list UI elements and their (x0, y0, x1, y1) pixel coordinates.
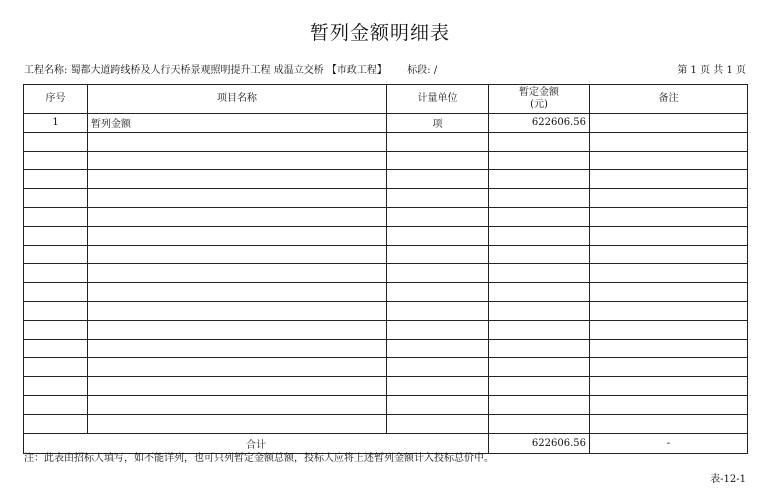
page-title: 暂列金额明细表 (309, 22, 450, 44)
cell-amount (489, 414, 590, 433)
cell-no (24, 189, 88, 208)
cell-name (88, 170, 387, 189)
page-info: 第 1 页 共 1 页 (677, 65, 746, 76)
cell-name (88, 226, 387, 245)
cell-amount (489, 189, 590, 208)
cell-name (88, 377, 387, 396)
cell-amount (489, 226, 590, 245)
header-unit: 计量单位 (387, 85, 489, 114)
cell-amount (489, 320, 590, 339)
project-info (24, 61, 746, 76)
cell-name (88, 283, 387, 302)
section-value: / (433, 65, 438, 76)
table-row (24, 207, 748, 226)
cell-unit (387, 226, 489, 245)
cell-unit (387, 207, 489, 226)
cell-remark (590, 283, 748, 302)
cell-unit (387, 339, 489, 358)
cell-amount: 622606.56 (489, 114, 590, 133)
cell-remark (590, 264, 748, 283)
cell-name (88, 207, 387, 226)
table-row (24, 170, 748, 189)
total-label: 合计 (24, 433, 489, 453)
table-row (24, 301, 748, 320)
cell-no (24, 377, 88, 396)
total-remark: - (590, 433, 748, 453)
table-row (24, 283, 748, 302)
table-row (24, 264, 748, 283)
cell-name (88, 264, 387, 283)
cell-unit (387, 151, 489, 170)
cell-no: 1 (24, 114, 88, 133)
cell-no (24, 264, 88, 283)
footnote: 注：此表由招标人填写，如不能详列，也可只列暂定金额总额，投标人应将上述暂列金额计入投标总价中。 (24, 453, 494, 464)
cell-name (88, 320, 387, 339)
cell-no (24, 283, 88, 302)
header-amount (489, 85, 590, 114)
cell-remark (590, 189, 748, 208)
cell-amount (489, 339, 590, 358)
header-amount-line1: 暂定金额 (519, 87, 559, 98)
cell-unit (387, 395, 489, 414)
cell-amount (489, 207, 590, 226)
cell-remark (590, 207, 748, 226)
cell-remark (590, 320, 748, 339)
form-code: 表-12-1 (710, 474, 746, 485)
cell-amount (489, 395, 590, 414)
cell-amount (489, 301, 590, 320)
cell-remark (590, 226, 748, 245)
cell-remark (590, 245, 748, 264)
cell-unit: 项 (387, 114, 489, 133)
cell-no (24, 132, 88, 151)
cell-remark (590, 339, 748, 358)
header-amount-line2: (元) (530, 99, 548, 110)
table-row (24, 414, 748, 433)
table-row (24, 132, 748, 151)
cell-amount (489, 151, 590, 170)
section-label: 标段: (407, 65, 431, 76)
cell-name (88, 189, 387, 208)
table-row (24, 151, 748, 170)
cell-unit (387, 283, 489, 302)
cell-remark (590, 114, 748, 133)
header-name: 项目名称 (88, 85, 387, 114)
cell-remark (590, 132, 748, 151)
cell-no (24, 414, 88, 433)
cell-name (88, 414, 387, 433)
total-amount: 622606.56 (489, 433, 590, 453)
table-row (24, 339, 748, 358)
cell-name (88, 151, 387, 170)
table-row (24, 320, 748, 339)
cell-no (24, 226, 88, 245)
table-row (24, 377, 748, 396)
table-row (24, 395, 748, 414)
header-no: 序号 (24, 85, 88, 114)
cell-unit (387, 189, 489, 208)
cell-name (88, 339, 387, 358)
cell-remark (590, 151, 748, 170)
cell-amount (489, 132, 590, 151)
cell-no (24, 339, 88, 358)
table-row (24, 358, 748, 377)
cell-no (24, 151, 88, 170)
cell-amount (489, 170, 590, 189)
cell-amount (489, 358, 590, 377)
table-row (24, 226, 748, 245)
table-row (24, 114, 748, 133)
cell-amount (489, 283, 590, 302)
cell-remark (590, 395, 748, 414)
cell-name: 暂列金额 (88, 114, 387, 133)
cell-name (88, 301, 387, 320)
project-label: 工程名称: (24, 65, 68, 76)
cell-amount (489, 264, 590, 283)
cell-no (24, 301, 88, 320)
cell-amount (489, 245, 590, 264)
cell-remark (590, 301, 748, 320)
cell-unit (387, 132, 489, 151)
table-row (24, 189, 748, 208)
cell-no (24, 207, 88, 226)
cell-unit (387, 377, 489, 396)
cell-unit (387, 170, 489, 189)
cell-remark (590, 414, 748, 433)
cell-amount (489, 377, 590, 396)
cell-remark (590, 170, 748, 189)
cell-remark (590, 377, 748, 396)
table-row (24, 245, 748, 264)
cell-unit (387, 320, 489, 339)
cell-remark (590, 358, 748, 377)
cell-unit (387, 301, 489, 320)
header-remark: 备注 (590, 85, 748, 114)
cell-unit (387, 245, 489, 264)
cell-unit (387, 264, 489, 283)
cell-unit (387, 358, 489, 377)
cell-unit (387, 414, 489, 433)
cell-no (24, 358, 88, 377)
cell-no (24, 170, 88, 189)
cell-name (88, 245, 387, 264)
cell-no (24, 320, 88, 339)
project-name: 蜀都大道跨线桥及人行天桥景观照明提升工程 成温立交桥 【市政工程】 (70, 65, 387, 76)
cell-name (88, 358, 387, 377)
cell-name (88, 132, 387, 151)
cell-no (24, 245, 88, 264)
cell-name (88, 395, 387, 414)
table-header-row (24, 85, 748, 114)
provisional-sum-table (23, 84, 748, 454)
cell-no (24, 395, 88, 414)
